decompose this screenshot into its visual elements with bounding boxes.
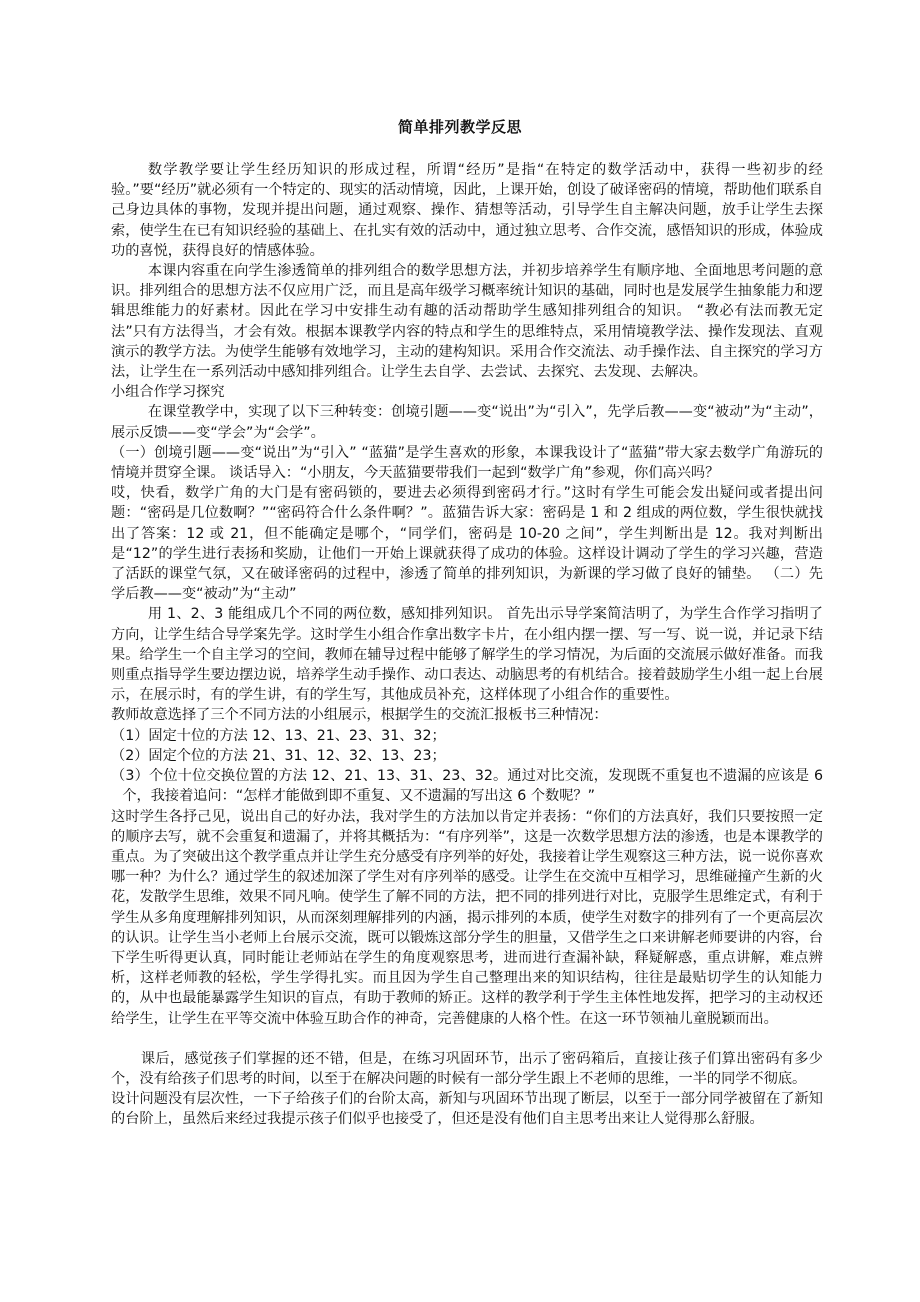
paragraph-5: 哎，快看，数学广角的大门是有密码锁的，要进去必须得到密码才行。”这时有学生可能会发出疑问或者提出问题：“密码是几位数啊？”“密码符合什么条件啊？”。蓝猫告诉大家：密码是 1 和 2 组成的两位数，学生很快就找出了答案：12 或 21，但不能确定是哪个，“同学们，密码是 10-20 之间”，学生判断出是 12。我对判断出是“12”的学生进行表扬和奖励，让他们一开始上课就获得了成功的体验。这样设计调动了学生的学习兴趣，营造了活跃的课堂气氛，又在破译密码的过程中，渗透了简单的排列知识，为新课的学习做了良好的铺垫。 （二）先学后教——变“被动”为“主动” bbox=[111, 485, 823, 603]
section-heading: 小组合作学习探究 bbox=[111, 384, 225, 401]
paragraph-6: 用 1、2、3 能组成几个不同的两位数，感知排列知识。 首先出示导学案简洁明了，为学生合作学习指明了方向，让学生结合导学案先学。这时学生小组合作拿出数字卡片，在小组内摆一摆、写一写、说一说，并记录下结果。给学生一个自主学习的空间，教师在辅导过程中能够了解学生的学习情况，为后面的交流展示做好准备。而我则重点指导学生要边摆边说，培养学生动手操作、动口表达、动脑思考的有机结合。接着鼓励学生小组一起上台展示，在展示时，有的学生讲，有的学生写，其他成员补充，这样体现了小组合作的重要性。 bbox=[111, 606, 823, 704]
document-body bbox=[111, 160, 823, 1130]
list-item: （3）个位十位交换位置的方法 12、21、13、31、23、32。通过对比交流，发现既不重复也不遗漏的应该是 6 个，我接着追问：“怎样才能做到即不重复、又不遗漏的写出这 6 个数呢？” bbox=[111, 768, 823, 805]
paragraph-7: 教师故意选择了三个不同方法的小组展示，根据学生的交流汇报板书三种情况： bbox=[111, 707, 608, 724]
paragraph-9: 课后，感觉孩子们掌握的还不错，但是，在练习巩固环节，出示了密码箱后，直接让孩子们算出密码有多少个，没有给孩子们思考的时间，以至于在解决问题的时候有一部分学生跟上不老师的思维，一半的同学不彻底。 bbox=[111, 1050, 823, 1087]
paragraph-2: 本课内容重在向学生渗透简单的排列组合的数学思想方法，并初步培养学生有顺序地、全面地思考问题的意识。排列组合的思想方法不仅应用广泛，而且是高年级学习概率统计知识的基础，同时也是发展学生抽象能力和逻辑思维能力的好素材。因此在学习中安排生动有趣的活动帮助学生感知排列组合的知识。 “教必有法而教无定法”只有方法得当，才会有效。根据本课教学内容的特点和学生的思维特点，采用情境教学法、操作发现法、直观演示的教学方法。为使学生能够有效地学习，主动的建构知识。采用合作交流法、动手操作法、自主探究的学习方法，让学生在一系列活动中感知排列组合。让学生去自学、去尝试、去探究、去发现、去解决。 bbox=[111, 263, 823, 381]
paragraph-gap bbox=[111, 1029, 823, 1049]
list-item: （1）固定十位的方法 12、13、21、23、31、32； bbox=[111, 727, 446, 744]
paragraph-8: 这时学生各抒己见，说出自己的好办法，我对学生的方法加以肯定并表扬：“你们的方法真好，我们只要按照一定的顺序去写，就不会重复和遗漏了，并将其概括为：“有序列举”，这是一次数学思想方法的渗透，也是本课教学的重点。为了突破出这个教学重点并让学生充分感受有序列举的好处，我接着让学生观察这三种方法，说一说你喜欢哪一种？为什么？通过学生的叙述加深了学生对有序列举的感受。让学生在交流中互相学习，思维碰撞产生新的火花，发散学生思维，效果不同凡响。使学生了解不同的方法，把不同的排列进行对比，克服学生思维定式，有利于学生从多角度理解排列知识，从而深刻理解排列的内涵，揭示排列的本质，使学生对数字的排列有了一个更高层次的认识。让学生当小老师上台展示交流，既可以锻炼这部分学生的胆量，又借学生之口来讲解老师要讲的内容，台下学生听得更认真，同时能让老师站在学生的角度观察思考，进而进行查漏补缺，释疑解惑，重点讲解，难点辨析，这样老师教的轻松，学生学得扎实。而且因为学生自己整理出来的知识结构，往往是最贴切学生的认知能力的，从中也最能暴露学生知识的盲点，有助于教师的矫正。这样的教学利于学生主体性地发挥，把学习的主动权还给学生，让学生在平等交流中体验互助合作的神奇，完善健康的人格个性。在这一环节领袖儿童脱颖而出。 bbox=[111, 808, 823, 1027]
paragraph-1: 数学教学要让学生经历知识的形成过程，所谓“经历”是指“在特定的数学活动中，获得一些初步的经验。”要“经历”就必须有一个特定的、现实的活动情境，因此，上课开始，创设了破译密码的情境，帮助他们联系自己身边具体的事物，发现并提出问题，通过观察、操作、猜想等活动，引导学生自主解决问题，放手让学生去探索，使学生在已有知识经验的基础上、在扎实有效的活动中，通过独立思考、合作交流，感悟知识的形成，体验成功的喜悦，获得良好的情感体验。 bbox=[111, 162, 823, 259]
document-title: 简单排列教学反思 bbox=[397, 118, 522, 136]
paragraph-3: 在课堂教学中，实现了以下三种转变：创境引题——变“说出”为“引入”，先学后教——变“被动”为“主动”，展示反馈——变“学会”为“会学”。 bbox=[111, 404, 823, 441]
paragraph-4: （一）创境引题——变“说出”为“引入” “蓝猫”是学生喜欢的形象，本课我设计了“蓝猫”带大家去数学广角游玩的情境并贯穿全课。 谈话导入：“小朋友，今天蓝猫要带我们一起到“数学广角”参观，你们高兴吗？ bbox=[111, 444, 823, 482]
paragraph-10: 设计问题没有层次性，一下子给孩子们的台阶太高，新知与巩固环节出现了断层，以至于一部分同学被留在了新知的台阶上，虽然后来经过我提示孩子们似乎也接受了，但还是没有他们自主思考出来让人觉得那么舒服。 bbox=[111, 1091, 823, 1128]
list-item: （2）固定个位的方法 21、31、12、32、13、23； bbox=[111, 747, 446, 764]
